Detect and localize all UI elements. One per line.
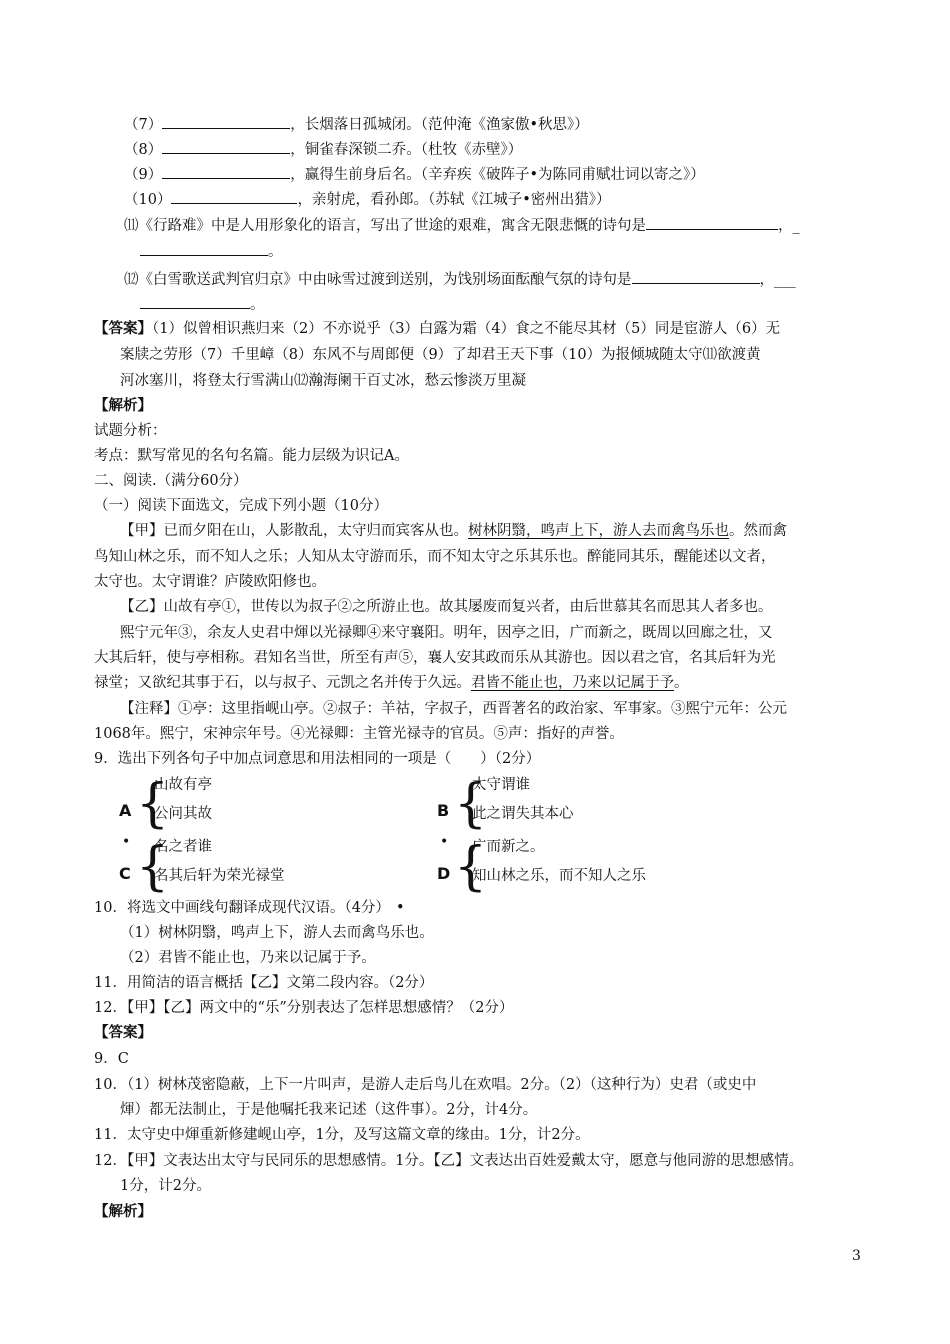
blank-tail: _ — [792, 218, 800, 234]
analysis-line: 试题分析： — [94, 423, 167, 439]
answer-line-3: 河冰塞川，将登太行雪满山⑿瀚海阑干百丈冰，愁云惨淡万里凝 — [120, 373, 526, 389]
brace-icon: { — [136, 837, 170, 897]
option-b-letter[interactable]: B — [437, 801, 450, 820]
question-10-sub-1: （1）树林阴翳，鸣声上下，游人去而禽鸟乐也。 — [120, 925, 434, 941]
fill-item-11 — [124, 214, 800, 236]
period: 。 — [250, 297, 265, 313]
item-text: ，赢得生前身后名。（辛弃疾《破阵子•为陈同甫赋壮词以寄之》） — [290, 167, 705, 183]
fill-item-10 — [124, 188, 611, 210]
question-text: 10．将选文中画线句翻译成现代汉语。（4分） — [94, 900, 390, 916]
item-number: （10） — [124, 192, 172, 208]
brace-icon: { — [454, 837, 488, 897]
item-text: ⑿《白雪歌送武判官归京》中由咏雪过渡到送别，为饯别场面酝酿气氛的诗句是 — [124, 272, 632, 288]
page-number: 3 — [852, 1248, 861, 1264]
passage-jia-line: 太守也。太守谓谁？庐陵欧阳修也。 — [94, 574, 326, 590]
passage-yi-line: 大其后轩，使与亭相称。君知名当世，所至有声⑤，襄人安其政而乐从其游也。因以君之官，名其后轩为光 — [94, 650, 776, 666]
passage-text: 【甲】已而夕阳在山，人影散乱，太守归而宾客从也。 — [120, 523, 468, 539]
item-number: （8） — [124, 142, 163, 158]
section-subtitle: （一）阅读下面选文，完成下列小题（10分） — [94, 498, 388, 514]
fill-item-8 — [124, 138, 522, 160]
item-text: ，亲射虎，看孙郎。（苏轼《江城子•密州出猎》） — [297, 192, 611, 208]
blank-tail: ___ — [774, 272, 796, 288]
notes-line: 1068年。熙宁，宋神宗年号。④光禄卿：主管光禄寺的官员。⑤声：指好的声誉。 — [94, 726, 624, 742]
fill-item-7 — [124, 113, 589, 135]
answer-blank[interactable] — [140, 293, 250, 309]
option-c-bottom: 名其后轩为荣光禄堂 — [154, 868, 285, 884]
question-10-sub-2: （2）君皆不能止也，乃来以记属于予。 — [120, 950, 376, 966]
dot-mark: • — [440, 834, 449, 850]
answer-blank[interactable] — [140, 240, 268, 256]
answer-9: 9．C — [94, 1051, 129, 1067]
answer-11: 11．太守史中煇重新修建岘山亭，1分，及写这篇文章的缘由。1分，计2分。 — [94, 1127, 590, 1143]
passage-yi-line: 【乙】山故有亭①，世传以为叔子②之所游止也。故其屡废而复兴者，由后世慕其名而思其人者多也。 — [120, 599, 773, 615]
analysis-label: 【解析】 — [94, 397, 152, 414]
answer-blank[interactable] — [632, 268, 760, 284]
underlined-sentence: 君皆不能止也，乃来以记属于予 — [471, 675, 674, 691]
answer-blank[interactable] — [162, 113, 290, 129]
section-title: 二、阅读.（满分60分） — [94, 473, 248, 489]
answer-blank[interactable] — [162, 163, 290, 179]
passage-text: 。 — [674, 675, 689, 691]
passage-yi-line — [94, 673, 689, 693]
option-c-top: 名之者谁 — [154, 839, 212, 855]
question-12: 12．【甲】【乙】两文中的“乐”分别表达了怎样思想感情？（2分） — [94, 1000, 514, 1016]
answer-blank[interactable] — [162, 138, 290, 154]
brace-icon: { — [136, 774, 170, 834]
passage-text: 禄堂；又欲纪其事于石，以与叔子、元凯之名并传于久远。 — [94, 675, 471, 691]
answer-text: （1）似曾相识燕归来（2）不亦说乎（3）白露为霜（4）食之不能尽其材（5）同是宦游人（6）无 — [152, 321, 781, 337]
item-text: ⑾《行路难》中是人用形象化的语言，写出了世途的艰难，寓含无限悲慨的诗句是 — [124, 218, 646, 234]
passage-jia-line: 鸟知山林之乐，而不知人之乐；人知从太守游而乐，而不知太守之乐其乐也。醉能同其乐，醒能述以文者， — [94, 549, 776, 565]
answer-label: 【答案】 — [94, 1024, 152, 1041]
notes-line: 【注释】①亭：这里指岘山亭。②叔子：羊祜，字叔子，西晋著名的政治家、军事家。③熙宁元年：公元 — [120, 701, 787, 717]
item-number: （9） — [124, 167, 163, 183]
dot-mark: • — [122, 834, 131, 850]
fill-item-9 — [124, 163, 705, 185]
fill-item-12 — [124, 268, 796, 290]
answer-blank[interactable] — [171, 188, 297, 204]
answer-line-2: 案牍之劳形（7）千里嶂（8）东风不与周郎便（9）了却君王天下事（10）为报倾城随太守⑾欲渡黄 — [120, 347, 761, 363]
analysis-label: 【解析】 — [94, 1203, 152, 1220]
question-10-stem — [94, 898, 405, 918]
comma: ， — [759, 272, 774, 288]
answer-label: 【答案】 — [94, 320, 152, 337]
option-a-top: 山故有亭 — [154, 777, 212, 793]
fill-item-11-cont — [140, 240, 283, 262]
item-number: （7） — [124, 117, 163, 133]
underlined-sentence: 树林阴翳，鸣声上下，游人去而禽鸟乐也 — [468, 523, 729, 539]
dot-mark: • — [395, 900, 405, 916]
answer-block-1 — [94, 319, 780, 339]
answer-blank[interactable] — [646, 214, 778, 230]
answer-12-line-2: 1分，计2分。 — [120, 1178, 211, 1194]
answer-12-line-1: 12．【甲】文表达出太守与民同乐的思想感情。1分。【乙】文表达出百姓爱戴太守，愿意与他同游的思想感情。 — [94, 1153, 804, 1169]
option-b-bottom: 此之谓失其本心 — [472, 806, 574, 822]
option-a-letter[interactable]: A — [119, 801, 132, 820]
period: 。 — [268, 244, 283, 260]
question-9-stem: 9．选出下列各句子中加点词意思和用法相同的一项是（ ）（2分） — [94, 751, 541, 767]
passage-jia-line — [120, 521, 787, 541]
comma: ， — [778, 218, 793, 234]
option-d-top: 广而新之。 — [472, 839, 545, 855]
option-d-bottom: 知山林之乐，而不知人之乐 — [472, 868, 646, 884]
item-text: ，铜雀春深锁二乔。（杜牧《赤壁》） — [290, 142, 523, 158]
brace-icon: { — [454, 774, 488, 834]
answer-10-line-2: 煇）都无法制止，于是他嘱托我来记述（这件事）。2分，计4分。 — [120, 1102, 538, 1118]
passage-yi-line: 熙宁元年③，余友人史君中煇以光禄卿④来守襄阳。明年，因亭之旧，广而新之，既周以回廊之壮，又 — [120, 625, 773, 641]
answer-10-line-1: 10．（1）树林茂密隐蔽，上下一片叫声，是游人走后鸟儿在欢唱。2分。（2）（这种行为）史君（或史中 — [94, 1077, 757, 1093]
fill-item-12-cont — [140, 293, 265, 315]
option-b-top: 太守谓谁 — [472, 777, 530, 793]
question-11: 11．用简洁的语言概括【乙】文第二段内容。（2分） — [94, 975, 434, 991]
option-a-bottom: 公问其故 — [154, 806, 212, 822]
analysis-line: 考点：默写常见的名句名篇。能力层级为识记A。 — [94, 448, 409, 464]
item-text: ，长烟落日孤城闭。（范仲淹《渔家傲•秋思》） — [290, 117, 589, 133]
option-c-letter[interactable]: C — [119, 864, 131, 883]
passage-text: 。然而禽 — [729, 523, 787, 539]
option-d-letter[interactable]: D — [437, 864, 451, 883]
